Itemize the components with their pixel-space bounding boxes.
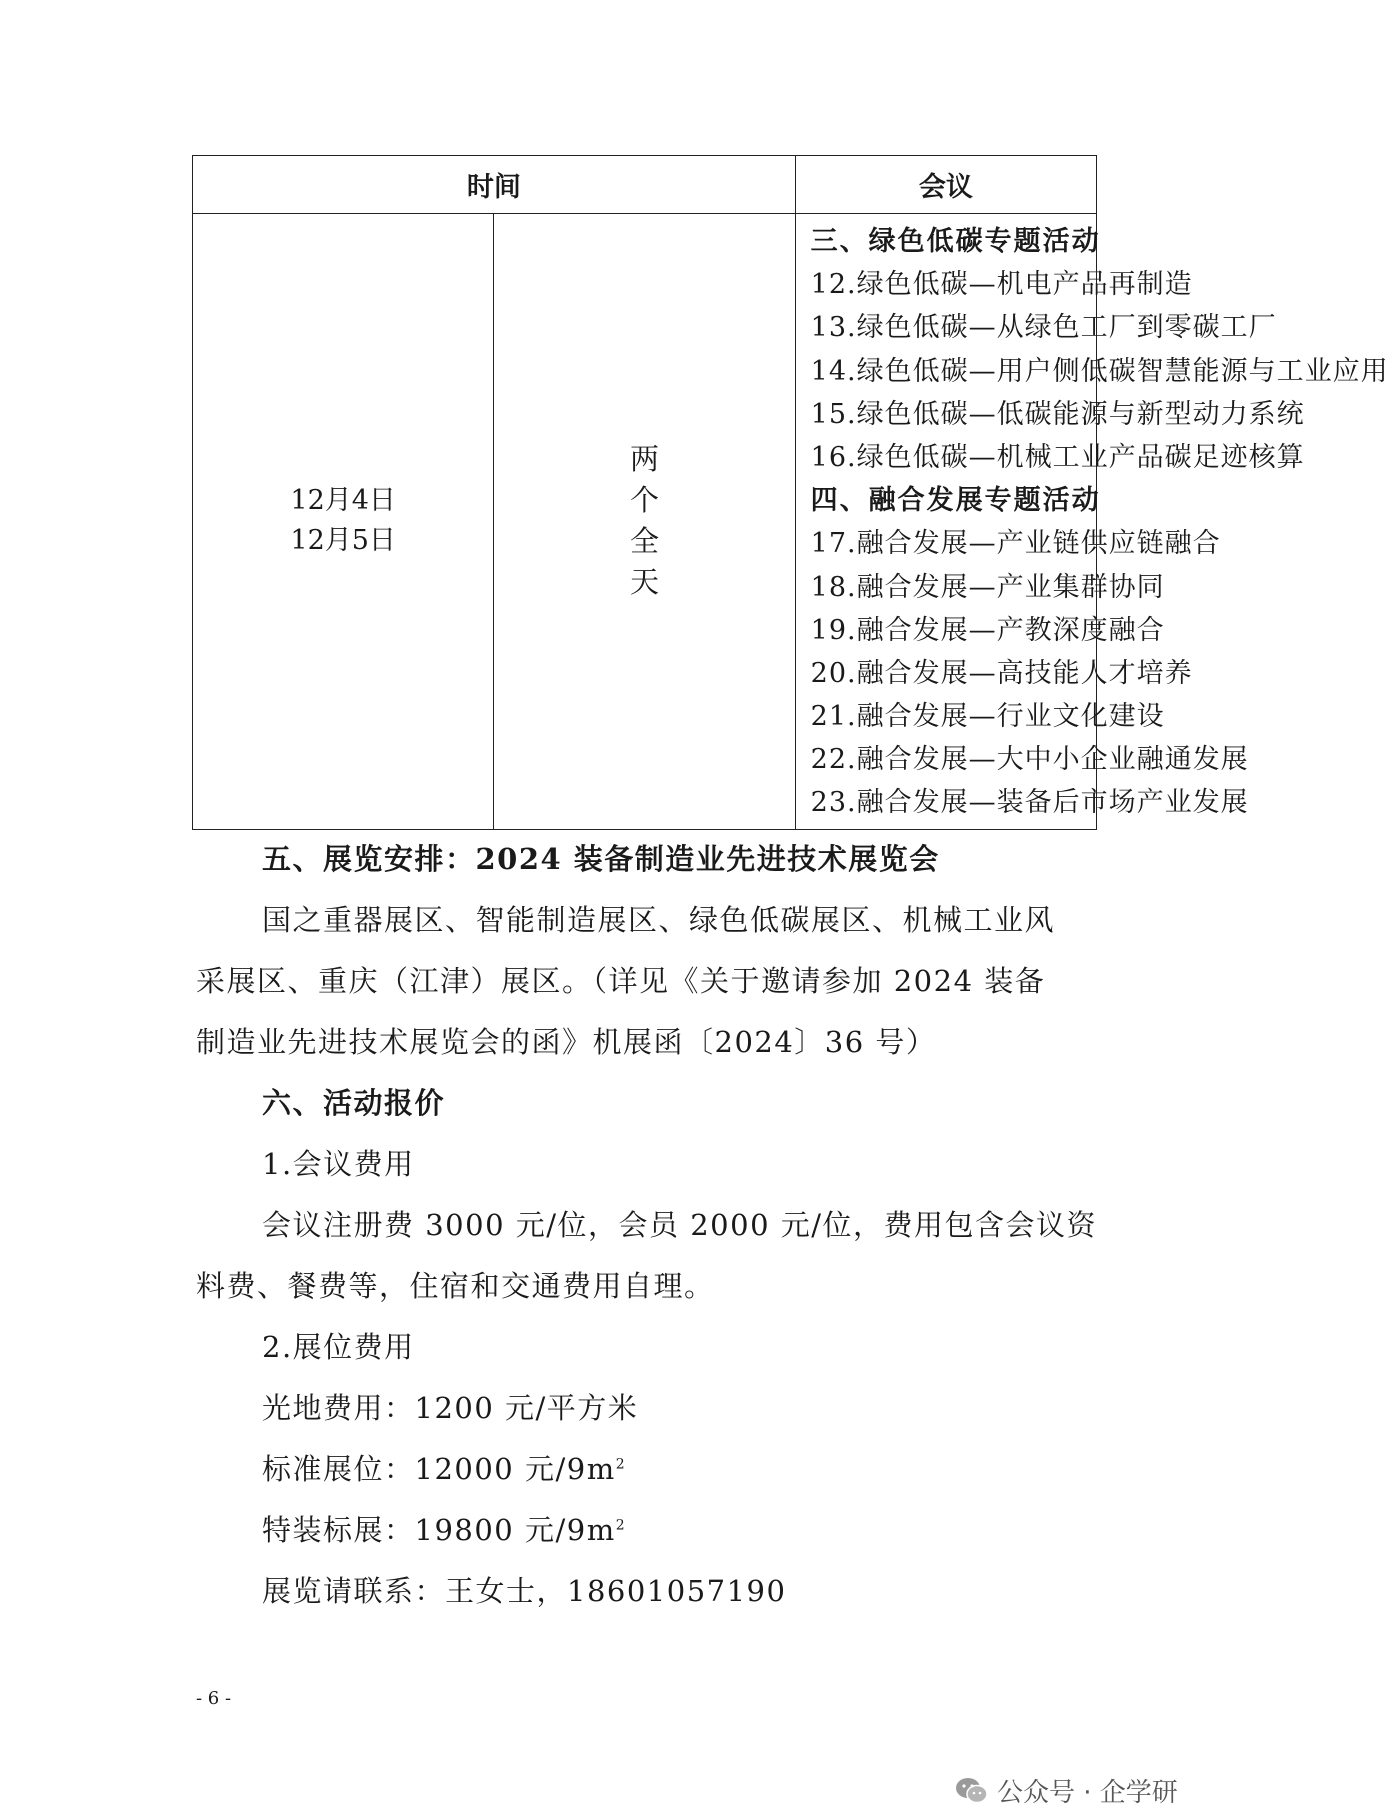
meeting-item: 13.绿色低碳—从绿色工厂到零碳工厂 (810, 312, 1277, 344)
meeting-fee-subheading: 1.会议费用 (262, 1147, 415, 1181)
section5-paragraph-line: 制造业先进技术展览会的函》机展函〔2024〕36 号） (196, 1025, 937, 1059)
special-booth-fee (262, 1508, 626, 1549)
meeting-fee-line: 料费、餐费等，住宿和交通费用自理。 (196, 1269, 715, 1303)
meeting-list-cell (795, 214, 1389, 830)
wechat-icon (955, 1777, 989, 1805)
page-number: - 6 - (196, 1688, 232, 1709)
meeting-item: 21.融合发展—行业文化建设 (810, 701, 1165, 733)
meeting-item: 14.绿色低碳—用户侧低碳智慧能源与工业应用 (810, 355, 1389, 387)
meeting-item: 23.融合发展—装备后市场产业发展 (810, 787, 1249, 819)
meeting-item: 18.融合发展—产业集群协同 (810, 571, 1165, 603)
duration-cell (494, 214, 795, 830)
raw-space-fee: 光地费用：1200 元/平方米 (262, 1391, 639, 1425)
section-heading-integration: 四、融合发展专题活动 (810, 485, 1101, 517)
duration-char: 两 (629, 442, 659, 477)
superscript: 2 (615, 1456, 627, 1473)
watermark-text: 公众号 · 企学研 (997, 1778, 1178, 1808)
meeting-fee-line: 会议注册费 3000 元/位，会员 2000 元/位，费用包含会议资 (262, 1208, 1098, 1242)
special-booth-text: 特装标展：19800 元/9m (262, 1513, 616, 1547)
header-meeting: 会议 (795, 156, 1096, 214)
section-heading-green: 三、绿色低碳专题活动 (810, 226, 1101, 257)
meeting-item: 15.绿色低碳—低碳能源与新型动力系统 (810, 398, 1305, 430)
header-time: 时间 (193, 156, 796, 214)
section5-paragraph-line: 国之重器展区、智能制造展区、绿色低碳展区、机械工业风 (262, 903, 1056, 937)
standard-booth-text: 标准展位：12000 元/9m (262, 1452, 616, 1486)
meeting-item: 22.融合发展—大中小企业融通发展 (810, 744, 1249, 776)
section5-heading: 五、展览安排：2024 装备制造业先进技术展览会 (262, 842, 940, 876)
watermark (955, 1772, 1178, 1809)
duration-char: 个 (629, 483, 659, 518)
meeting-item: 16.绿色低碳—机械工业产品碳足迹核算 (810, 441, 1305, 473)
section6-heading: 六、活动报价 (262, 1086, 446, 1120)
booth-fee-subheading: 2.展位费用 (262, 1330, 415, 1364)
duration-char: 全 (629, 524, 659, 559)
meeting-schedule-table (192, 155, 1389, 830)
date-line-2: 12月5日 (290, 525, 396, 557)
standard-booth-fee (262, 1447, 626, 1488)
superscript: 2 (615, 1517, 627, 1534)
meeting-item: 19.融合发展—产教深度融合 (810, 614, 1165, 646)
duration-char: 天 (629, 565, 659, 600)
section5-paragraph-line: 采展区、重庆（江津）展区。（详见《关于邀请参加 2024 装备 (196, 964, 1046, 998)
meeting-item: 12.绿色低碳—机电产品再制造 (810, 269, 1193, 301)
date-line-1: 12月4日 (290, 485, 396, 517)
meeting-item: 20.融合发展—高技能人才培养 (810, 657, 1193, 689)
date-cell (193, 214, 494, 830)
meeting-item: 17.融合发展—产业链供应链融合 (810, 528, 1221, 560)
exhibition-contact: 展览请联系：王女士，18601057190 (262, 1574, 787, 1608)
